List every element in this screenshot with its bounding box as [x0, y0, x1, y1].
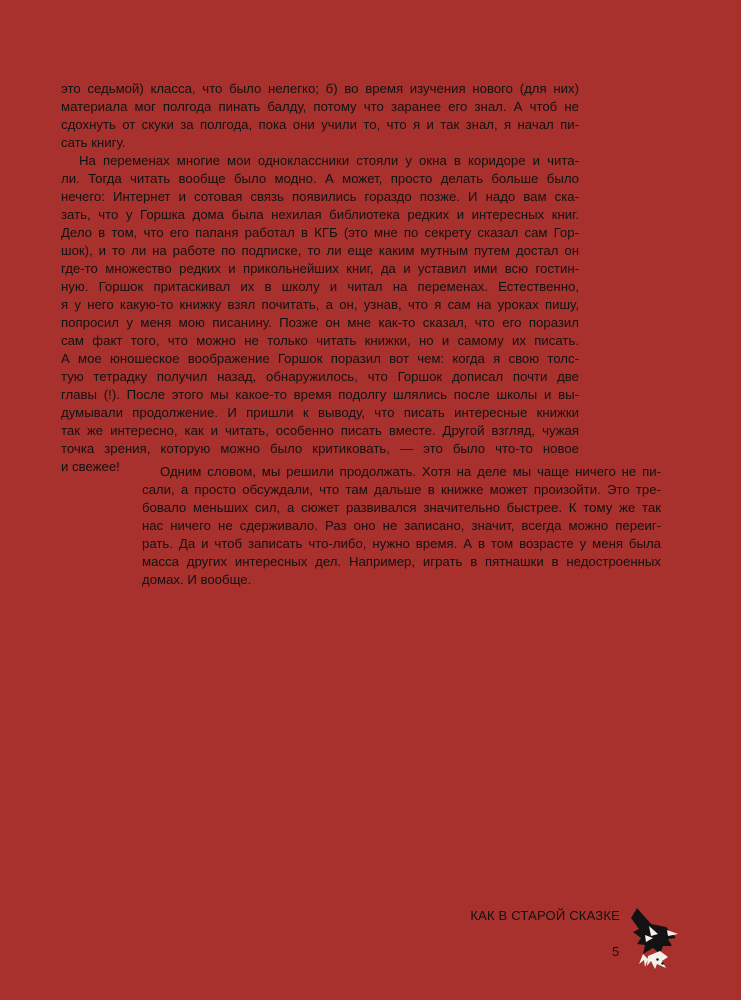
running-footer-title: КАК В СТАРОЙ СКАЗКЕ — [470, 908, 620, 923]
text-line: попросил у меня мою писанину. Позже он мне как-то сказал, что его поразил — [61, 315, 579, 330]
text-line: это седьмой) класса, что было нелегко; б) во время изучения нового (для них) — [61, 81, 579, 96]
text-line: Дело в том, что его папаня работал в КГБ (это мне по секрету сказал сам Гор- — [61, 225, 579, 240]
text-line: масса других интересных дел. Например, играть в пятнашки в недостроенных — [142, 554, 661, 569]
text-line: думывали продолжение. И пришли к выводу, что писать интересные книжки — [61, 405, 579, 420]
text-line: домах. И вообще. — [142, 572, 252, 587]
text-line: я у него какую-то книжку взял почитать, а он, узнав, что я сам на уроках пишу, — [61, 297, 579, 312]
text-line: рать. Да и чтоб записать что-либо, нужно время. А в том возрасте у меня была — [142, 536, 661, 551]
text-line: нас ничего не сдерживало. Раз оно не записано, значит, всегда можно переиг- — [142, 518, 661, 533]
text-line: главы (!). После этого мы какое-то время подолгу шлялись после школы и вы- — [61, 387, 579, 402]
text-line: тую тетрадку получил назад, обнаружилось, что Горшок дописал почти две — [61, 369, 579, 384]
emblem-beak-icon — [667, 930, 678, 936]
text-line: и свежее! — [61, 459, 120, 474]
bird-emblem-icon — [627, 906, 679, 970]
text-line: А мое юношеское воображение Горшок поразил вот чем: когда я свою толс- — [61, 351, 579, 366]
text-line: так же интересно, как и читать, особенно писать вместе. Другой взгляд, чужая — [61, 423, 579, 438]
text-line: зать, что у Горшка дома была нехилая библиотека редких и интересных книг. — [61, 207, 579, 222]
text-line: На переменах многие мои одноклассники стояли у окна в коридоре и чита- — [79, 153, 579, 168]
body-text-lower — [142, 463, 661, 589]
text-line: материала мог полгода пинать балду, потому что заранее его знал. А чтоб не — [61, 99, 579, 114]
page-number: 5 — [612, 944, 620, 959]
text-line: точка зрения, которую можно было критиковать, — это было что-то новое — [61, 441, 579, 456]
body-text-upper — [61, 80, 579, 476]
text-line: сали, а просто обсуждали, что там дальше в книжке может произойти. Это тре- — [142, 482, 661, 497]
text-line: бовало меньших сил, а сюжет развивался значительно быстрее. К тому же так — [142, 500, 661, 515]
text-line: шок), и то ли на работе по подписке, то ли еще каким мутным путем достал он — [61, 243, 579, 258]
text-line: ли. Тогда читать вообще было модно. А может, просто делать больше было — [61, 171, 579, 186]
text-line: сать книгу. — [61, 135, 126, 150]
text-line: где-то множество редких и прикольнейших книг, да и уставил ими всю гостин- — [61, 261, 579, 276]
text-line: сдохнуть от скуки за полгода, пока они учили то, что я и так знал, я начал пи- — [61, 117, 579, 132]
emblem-claw-icon — [639, 954, 648, 967]
text-line: сам факт того, что можно не только читать книжки, но и самому их писать. — [61, 333, 579, 348]
text-line: нечего: Интернет и сотовая связь появились гораздо позже. И надо вам ска- — [61, 189, 579, 204]
text-line: ную. Горшок притаскивал их в школу и читал на переменах. Естественно, — [61, 279, 579, 294]
text-line: Одним словом, мы решили продолжать. Хотя на деле мы чаще ничего не пи- — [160, 464, 661, 479]
